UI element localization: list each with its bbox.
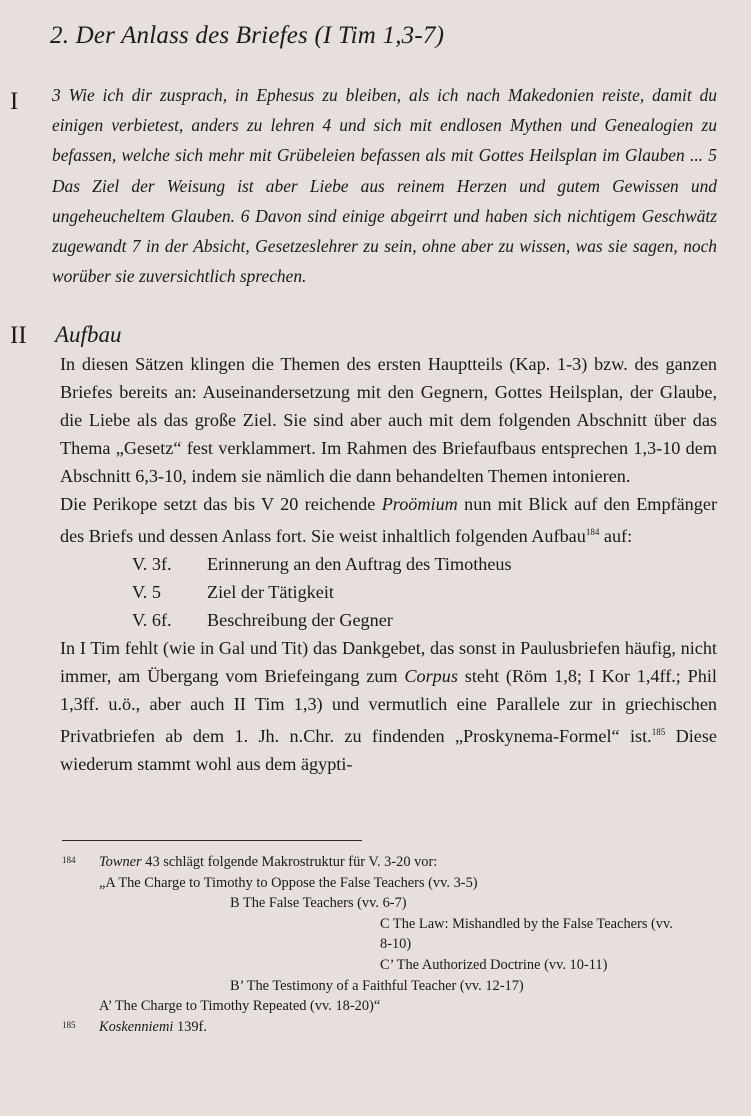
paragraph-2: Die Perikope setzt das bis V 20 reichende Proömium nun mit Blick auf den Empfänger des Briefs und dessen Anlass fort. Sie weist inhaltlich folgenden Aufbau$^{184}$ auf: <box>60 494 717 546</box>
section-title: Aufbau <box>55 322 122 347</box>
outline-line: C The Law: Mishandled by the False Teachers (vv. <box>380 915 673 932</box>
outline-line: B The False Teachers (vv. 6-7) <box>230 895 407 912</box>
footnote-184: 184 Towner 43 schlägt folgende Makrostruktur für V. 3-20 vor: „A The Charge to Timothy to Oppose the False Teachers (vv. 3-5) B The False Teachers (vv. 6-7) C The Law: Mishandled by the False Teachers (vv. 8-10) C’ The Authorized Doctrine (vv. 10-11) B’ The Testimony of a Faithful Teacher (vv. 12-17) A’ The Charge to Timothy Repeated (vv. 18-20)“ <box>62 852 722 1017</box>
footnote-185: 185 Koskenniemi 139f. <box>62 1017 722 1038</box>
section-numeral-two: II <box>10 322 27 349</box>
outline-line: A’ The Charge to Timothy Repeated (vv. 18-20)“ <box>99 998 381 1015</box>
outline-line: B’ The Testimony of a Faithful Teacher (vv. 12-17) <box>230 977 524 994</box>
outline-line: „A The Charge to Timothy to Oppose the False Teachers (vv. 3-5) <box>99 874 478 891</box>
outline-line: C’ The Authorized Doctrine (vv. 10-11) <box>380 956 608 973</box>
paragraph-1: In diesen Sätzen klingen die Themen des ersten Hauptteils (Kap. 1-3) bzw. des ganzen Briefes bereits an: Auseinandersetzung mit den Gegnern, Gottes Heilsplan, der Glaube, die Liebe als das große Ziel. Sie sind aber auch mit dem folgenden Abschnitt über das Thema „Gesetz“ fest verklammert. Im Rahmen des Briefaufbaus entsprechen 1,3-10 dem Abschnitt 6,3-10, indem sie nämlich die dann behandelten Themen intonieren. <box>60 354 717 486</box>
scripture-text: 3 Wie ich dir zusprach, in Ephesus zu bleiben, als ich nach Makedonien reiste, damit du einigen verbietest, anders zu lehren 4 und sich mit endlosen Mythen und Genealogien zu befassen, welche sich mehr mit Grübeleien befassen als mit Gottes Heilsplan im Glauben ... 5 Das Ziel der Weisung ist aber Liebe aus reinem Herzen und gutem Gewissen und ungeheucheltem Glauben. 6 Davon sind einige abgeirrt und haben sich nichtigem Geschwätz zugewandt 7 in der Absicht, Gesetzeslehrer zu sein, ohne aber zu wissen, was sie sagen, noch worüber sie zuversichtlich sprechen. <box>52 85 717 287</box>
footnote-author: Towner <box>99 854 142 870</box>
paragraph-3: In I Tim fehlt (wie in Gal und Tit) das Dankgebet, das sonst in Paulusbriefen häufig, nicht immer, am Übergang vom Briefeingang zum Corpus steht (Röm 1,8; I Kor 1,4ff.; Phil 1,3ff. u.ö., aber auch II Tim 1,3) und vermutlich eine Parallele zur in griechischen Privatbriefen ab dem 1. Jh. n.Chr. zu findenden „Proskynema-Formel“ ist.$^{185}$ Diese wiederum stammt wohl aus dem ägypti- <box>60 638 717 774</box>
footnote-author: Koskenniemi <box>99 1018 174 1035</box>
footnote-divider <box>62 840 362 841</box>
footnote-number: 185 <box>62 1019 76 1030</box>
outline-line: 8-10) <box>380 936 412 953</box>
footnote-ref-185: 185 <box>651 727 666 737</box>
outline-item: V. 5 Ziel der Tätigkeit <box>132 582 334 602</box>
footnote-number: 184 <box>62 855 76 865</box>
scripture-translation <box>52 80 717 291</box>
term-corpus: Corpus <box>404 666 458 686</box>
term-prooemium: Proömium <box>381 494 458 514</box>
section-body <box>60 350 717 778</box>
outline-item: V. 3f. Erinnerung an den Auftrag des Timotheus <box>132 554 512 574</box>
outline-item: V. 6f. Beschreibung der Gegner <box>132 610 393 630</box>
chapter-heading: 2. Der Anlass des Briefes (I Tim 1,3-7) <box>50 22 445 49</box>
footnotes <box>62 852 722 1037</box>
structure-outline <box>132 550 717 634</box>
footnote-ref-184: 184 <box>585 527 600 537</box>
section-numeral-one: I <box>10 88 19 115</box>
